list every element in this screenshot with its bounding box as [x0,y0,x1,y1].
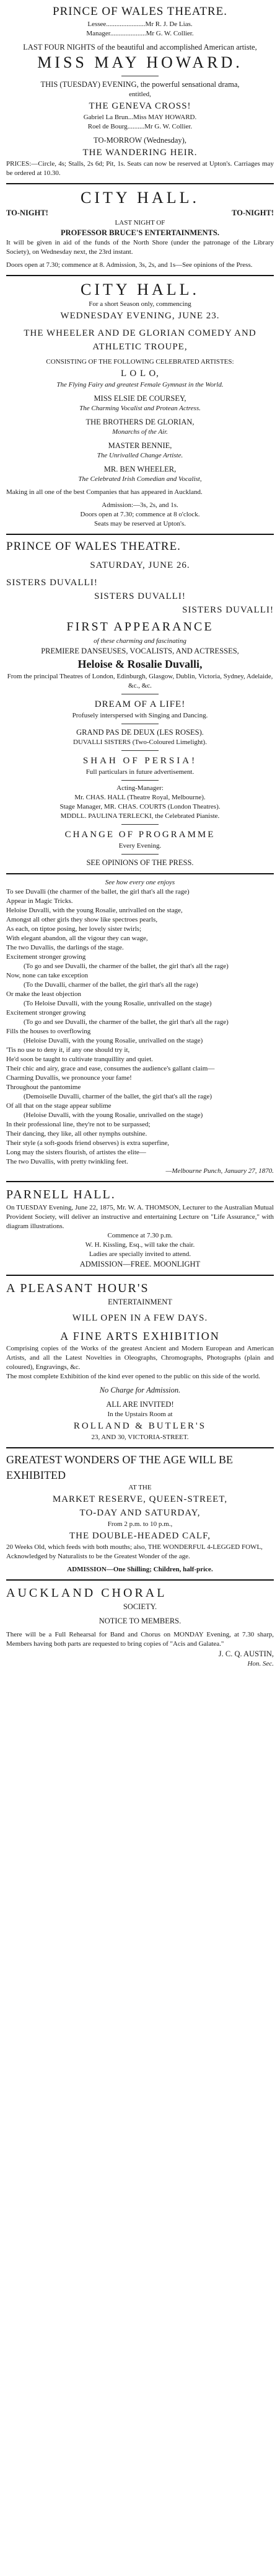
poem-line: The two Duvallis, with pretty twinkling feet. [6,1158,128,1165]
poem-intro: See how every one enjoys [105,879,175,886]
calf: THE DOUBLE-HEADED CALF, [69,1531,211,1541]
ad-title: CITY HALL. [80,280,199,298]
divider [121,824,159,825]
of-these: of these charming and fascinating [94,637,186,645]
cast-line: Gabriel La Brun...Miss MAY HOWARD. [83,114,197,121]
professor: PROFESSOR BRUCE'S ENTERTAINMENTS. [61,228,219,237]
poem-line: (To go and see Duvalli, the charmer of the ballet, the girl that's all the rage) [24,1018,229,1026]
premiere: PREMIERE DANSEUSES, VOCALISTS, AND ACTRESSES, [41,647,239,655]
ad-parnell-hall [6,1182,274,1276]
poem-line: Long may the sisters flourish, of artistes the elite— [6,1149,146,1156]
most-complete: The most complete Exhibition of the kind ever opened to the public on this side of the world. [6,1373,260,1380]
society: SOCIETY. [123,1602,157,1611]
entitled: entitled, [129,91,151,98]
dates: TO-DAY AND SATURDAY, [79,1508,201,1518]
notice-body: There will be a Full Rehearsal for Band and Chorus on MONDAY Evening, at 7.30 sharp, Members having both parts are requested to bring copies of "Acis and Galatea." [6,1631,274,1648]
see-opinions: SEE OPINIONS OF THE PRESS. [86,858,194,867]
sisters-line: SISTERS DUVALLI! [94,591,186,601]
lecture-body: On TUESDAY Evening, June 22, 1875, Mr. W. A. THOMSON, Lecturer to the Australian Mutual Provident Society, will deliver an instructive and entertaining Lecture on "Life Assurance," with diagram illustrations. [6,1204,274,1230]
market: MARKET RESERVE, QUEEN-STREET, [52,1494,228,1504]
star-name: MISS MAY HOWARD. [37,53,243,71]
poem-source: —Melbourne Punch, January 27, 1870. [165,1167,274,1175]
artist-desc: Monarchs of the Air. [112,428,168,436]
ad-prince-of-wales-1 [6,0,274,184]
play-title: THE GENEVA CROSS! [89,101,191,111]
poem-line: With elegant abandon, all the vigour they can wage, [6,935,148,942]
poem-line: Heloise Duvalli, with the young Rosalie, unrivalled on the stage, [6,907,183,914]
open-days: WILL OPEN IN A FEW DAYS. [72,1313,208,1323]
poem-line: Now, none can take exception [6,972,89,979]
tonight-left: TO-NIGHT! [6,209,48,217]
poem-lines [6,887,274,1167]
ad-title: PRINCE OF WALES THEATRE. [53,5,227,18]
poem-line: He'd soon be taught to cultivate tranquillity and quiet. [6,1056,153,1063]
acting-manager-label: Acting-Manager: [116,784,164,792]
all-invited: ALL ARE INVITED! [106,1400,174,1409]
artist-lolo: L O L O, [121,369,159,379]
poem-line: (Demoiselle Duvalli, charmer of the ballet, the girl that's all the rage) [24,1093,212,1100]
ad-title: GREATEST WONDERS OF THE AGE WILL BE EXHIBITED [6,1453,234,1481]
poem-line: Their chic and airy, grace and ease, consumes the audience's gallant claim— [6,1065,215,1072]
poem-line: Charming Duvallis, we pronounce your fame! [6,1074,132,1082]
every-evening: Every Evening. [118,842,162,850]
calf-desc: 20 Weeks Old, which feeds with both mouths; also, THE WONDERFUL 4-LEGGED FOWL, [6,1543,263,1551]
poem-line: The two Duvallis, the darlings of the stage. [6,944,124,951]
poem-line: Their dancing, they like, all other nymphs outshine. [6,1130,147,1138]
ad-city-hall-1 [6,184,274,276]
from-theatres: From the principal Theatres of London, Edinburgh, Glasgow, Dublin, Victoria, Sydney, Adelaide, &c., &c. [7,673,273,689]
hon-sec: Hon. Sec. [247,1660,274,1667]
pianiste: MDDLL. PAULINA TERLECKI, the Celebrated Pianiste. [60,812,220,820]
poem-line: As each, on tiptoe posing, her lovely sister twirls; [6,925,142,933]
performer-names: Heloise & Rosalie Duvalli, [77,658,203,670]
poem-line: Excitement stronger growing [6,1009,86,1016]
ad-auckland-choral [6,1581,274,1674]
last-night: LAST NIGHT OF [115,219,165,227]
ad-title: AUCKLAND CHORAL [6,1586,167,1600]
shah: SHAH OF PERSIA! [82,756,198,766]
address: 23, AND 30, VICTORIA-STREET. [91,1434,189,1441]
poem-line: (To Heloise Duvalli, with the young Rosalie, unrivalled on the stage) [24,1000,212,1007]
dream-desc: Profusely interspersed with Singing and Dancing. [72,712,208,719]
signer: J. C. Q. AUSTIN, [218,1649,274,1658]
ad-title: CITY HALL. [80,189,199,207]
manager-line: Manager.....................Mr G. W. Collier. [86,30,194,37]
poem-line: Or make the least objection [6,990,81,998]
artist-desc: The Flying Fairy and greatest Female Gymnast in the World. [56,381,224,388]
artist-brothers: THE BROTHERS DE GLORIAN, [85,418,195,426]
chair: W. H. Kissling, Esq., will take the chair. [85,1241,195,1249]
poem-line: Appear in Magic Tricks. [6,897,73,905]
sisters-line: SISTERS DUVALLI! [182,605,274,615]
short-season: For a short Season only, commencing [89,300,191,308]
admission: ADMISSION—One Shilling; Children, half-price. [67,1566,213,1573]
making: Making in all one of the best Companies that has appeared in Auckland. [6,488,203,496]
tomorrow: TO-MORROW (Wednesday), [94,136,186,145]
full-particulars: Full particulars in future advertisement. [85,768,195,776]
artist-desc: The Charming Vocalist and Protean Actress. [79,405,201,412]
ad-title: PRINCE OF WALES THEATRE. [6,540,181,553]
acknowledged: Acknowledged by Naturalists to be the Greatest Wonder of the age. [6,1553,190,1560]
this-evening: THIS (TUESDAY) EVENING, the powerful sensational drama, [40,80,240,89]
entertainment: ENTERTAINMENT [108,1298,172,1306]
poem-line: Throughout the pantomime [6,1084,81,1091]
consisting: CONSISTING OF THE FOLLOWING CELEBRATED ARTISTES: [46,358,234,366]
prices: PRICES:—Circle, 4s; Stalls, 2s 6d; Pit, 1s. Seats can now be reserved at Upton's. Carriages may be ordered at 10.30. [6,160,274,177]
poem-line: In their professional line, they're not to be surpassed; [6,1121,151,1128]
admission: Admission:—3s, 2s, and 1s. [102,501,178,509]
grand-pas-desc: DUVALLI SISTERS (Two-Coloured Limelight). [73,738,207,746]
change-programme: CHANGE OF PROGRAMME [64,830,216,840]
dream: DREAM OF A LIFE! [94,699,186,709]
admission: ADMISSION—FREE. MOONLIGHT [79,1260,201,1268]
artist-desc: The Unrivalled Change Artiste. [97,452,183,459]
poem-line: 'Tis no use to deny it, if any one should try it, [6,1046,130,1054]
no-charge: No Charge for Admission. [99,1386,181,1394]
divider [121,780,159,781]
poem-line: Of all that on the stage appear sublime [6,1102,112,1110]
first-appearance: FIRST APPEARANCE [66,620,214,634]
aid-of: It will be given in aid of the funds of the North Shore (under the patronage of the Library Society), on Wednesday next, the 23rd instant. [6,239,274,256]
firm-name: ROLLAND & BUTLER'S [73,1421,207,1431]
ad-title: A PLEASANT HOUR'S [6,1281,149,1295]
ad-prince-of-wales-2 [6,535,274,874]
last-nights: LAST FOUR NIGHTS of the beautiful and accomplished American artiste, [23,43,257,52]
notice: NOTICE TO MEMBERS. [98,1617,182,1625]
date: SATURDAY, JUNE 26. [90,560,190,570]
doors: Doors open at 7.30; commence at 8. Admission, 3s, 2s, and 1s—See opinions of the Press. [6,261,253,269]
poem-line: Excitement stronger growing [6,953,86,961]
commence: Commence at 7.30 p.m. [107,1232,173,1239]
sisters-line: SISTERS DUVALLI! [6,578,98,588]
cast-line: Roel de Bourg..........Mr G. W. Collier. [87,123,193,130]
grand-pas: GRAND PAS DE DEUX (LES ROSES). [76,728,204,737]
company-name: THE WHEELER AND DE GLORIAN COMEDY AND ATHLETIC TROUPE, [24,328,256,352]
ladies: Ladies are specially invited to attend. [89,1250,191,1258]
upstairs: In the Upstairs Room at [107,1411,173,1418]
poem-line: (Heloise Duvalli, with the young Rosalie, unrivalled on the stage) [24,1037,203,1044]
poem-line: To see Duvalli (the charmer of the ballet, the girl that's all the rage) [6,888,190,895]
poem-line: (To the Duvalli, charmer of the ballet, the girl that's all the rage) [24,981,198,989]
artist-bennie: MASTER BENNIE, [108,441,172,450]
fine-arts: A FINE ARTS EXHIBITION [60,1330,220,1342]
ad-greatest-wonders [6,1448,274,1581]
artist-ben: MR. BEN WHEELER, [103,465,177,473]
artist-desc: The Celebrated Irish Comedian and Vocalist, [78,475,202,483]
poem-line: (Heloise Duvalli, with the young Rosalie, unrivalled on the stage) [24,1111,203,1119]
at-the: AT THE [128,1484,152,1491]
exhibition-desc: Comprising copies of the Works of the greatest Ancient and Modern European and American Artists, and all the Latest Novelties in Oleographs, Chromographs, Photographs (plain and coloured), Engravings, &c. [6,1345,274,1371]
tonight-right: TO-NIGHT! [232,209,274,217]
opening-date: WEDNESDAY EVENING, JUNE 23. [60,311,220,321]
ad-pleasant-hours [6,1276,274,1448]
ad-title: PARNELL HALL. [6,1188,116,1201]
poem-line: Fills the houses to overflowing [6,1028,91,1035]
artist-elsie: MISS ELSIE DE COURSEY, [94,394,186,403]
poem-line: (To go and see Duvalli, the charmer of the ballet, the girl that's all the rage) [24,963,229,970]
lessee-line: Lessee.......................Mr R. J. De Lias. [87,20,193,28]
hours: From 2 p.m. to 10 p.m., [107,1520,173,1528]
stage-manager: Stage Manager, MR. CHAS. COURTS (London Theatres). [59,803,221,810]
ad-city-hall-2 [6,276,274,535]
doors: Doors open at 7.30; commence at 8 o'clock. [80,511,200,518]
ad-press-poem [6,874,274,1182]
divider [121,854,159,855]
divider [121,750,159,751]
poem-line: Their style (a soft-goods friend observes) is extra superfine, [6,1139,170,1147]
seats: Seats may be reserved at Upton's. [94,520,186,527]
acting-manager: Mr. CHAS. HALL (Theatre Royal, Melbourne). [74,794,206,801]
play-title-2: THE WANDERING HEIR. [82,148,198,158]
poem-line: Amongst all other girls they show like spectroes pearls, [6,916,158,923]
